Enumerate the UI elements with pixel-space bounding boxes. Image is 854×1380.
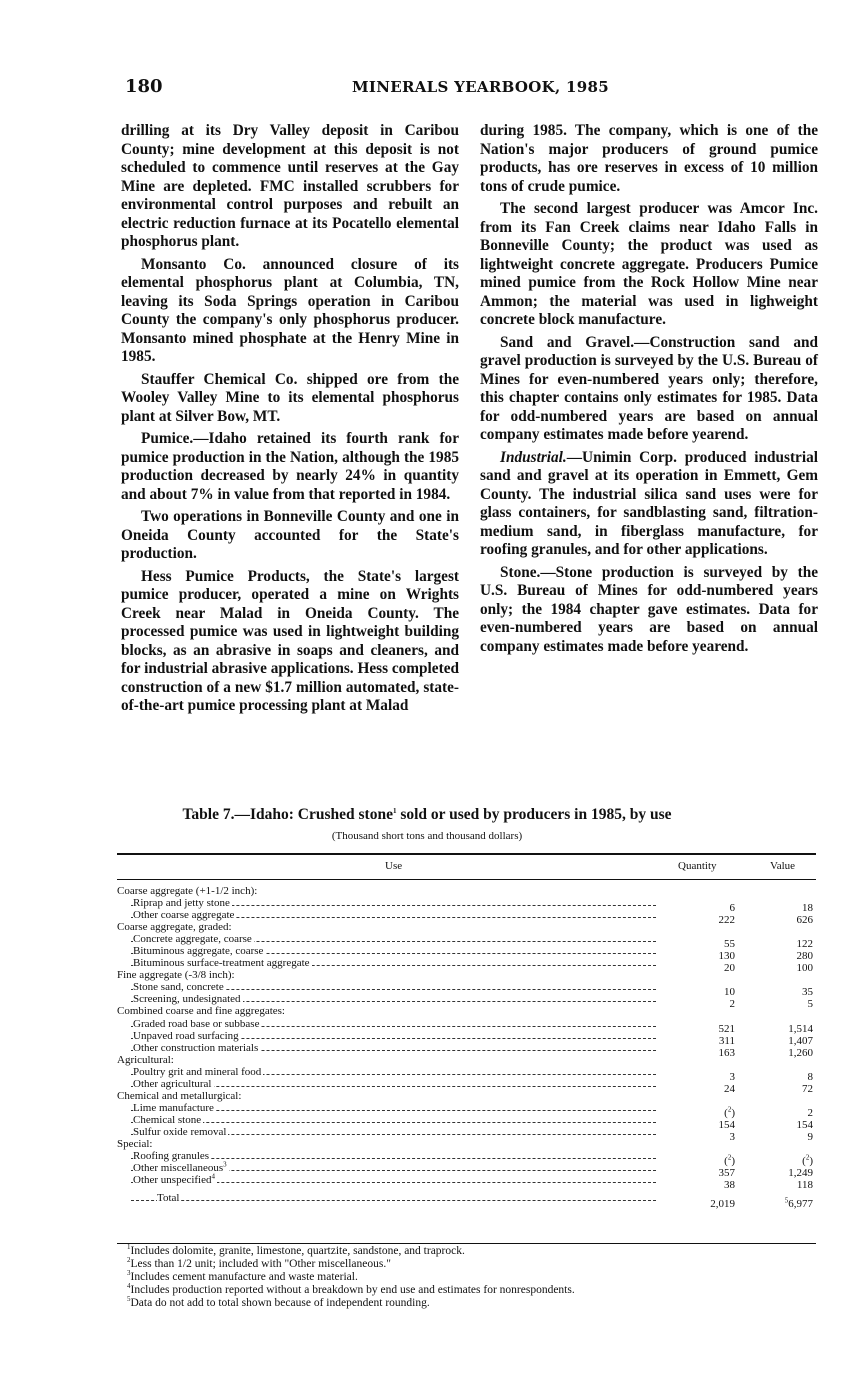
row-label: Concrete aggregate, coarse xyxy=(133,933,252,946)
value-cell: 5 xyxy=(807,998,813,1011)
paragraph-pumice: Pumice.—Idaho retained its fourth rank for pumice production in the Nation, although the 1985 production decreased by nearly 24% in quantity and about 7% in value from that reported in 1984. xyxy=(121,430,459,503)
table-row xyxy=(117,1005,816,1017)
running-head: MINERALS YEARBOOK, 1985 xyxy=(352,78,609,96)
quantity-cell: 311 xyxy=(718,1034,735,1047)
table-top-rule xyxy=(117,853,816,855)
row-label: Coarse aggregate (+1-1/2 inch): xyxy=(117,885,258,897)
quantity-cell: 3 xyxy=(729,1070,735,1083)
paragraph: Stauffer Chemical Co. shipped ore from the Wooley Valley Mine to its elemental phosphorus plant at Silver Bow, MT. xyxy=(121,370,459,425)
paragraph: Two operations in Bonneville County and one in Oneida County accounted for the State's production. xyxy=(121,508,459,562)
row-label: Unpaved road surfacing xyxy=(133,1029,239,1042)
quantity-cell: 2,019 xyxy=(710,1198,735,1211)
table-row xyxy=(117,921,816,933)
footnote: $^3$Includes cement manufacture and waste material. xyxy=(127,1269,358,1283)
quantity-cell: ($^2$) xyxy=(724,1153,735,1168)
table-row xyxy=(117,1113,816,1131)
quantity-cell: 521 xyxy=(718,1022,735,1035)
row-label: Agricultural: xyxy=(117,1053,174,1066)
value-cell: 280 xyxy=(796,950,813,963)
value-cell: 626 xyxy=(796,914,813,927)
row-label: Coarse aggregate, graded: xyxy=(117,921,232,934)
value-cell: 8 xyxy=(807,1070,813,1083)
table-subtitle: (Thousand short tons and thousand dollars) xyxy=(331,830,523,842)
row-label: Bituminous surface-treatment aggregate xyxy=(133,957,310,970)
value-cell: $^5$6,977 xyxy=(784,1196,813,1211)
row-label: Poultry grit and mineral food xyxy=(133,1065,262,1078)
value-cell: 118 xyxy=(796,1179,813,1192)
paragraph-stone: Stone.—Stone production is surveyed by the U.S. Bureau of Mines for odd-numbered years only; the 1984 chapter gave estimates. Data for even-numbered years are based on annual company estimates made before yearend. xyxy=(480,563,818,655)
table-row xyxy=(117,1017,816,1035)
row-label: Chemical stone xyxy=(133,1113,202,1126)
row-label: Sulfur oxide removal xyxy=(133,1125,227,1138)
footnotes xyxy=(127,1245,575,1310)
value-cell: 1,249 xyxy=(788,1167,813,1180)
paragraph: The second largest producer was Amcor Inc. from its Fan Creek claims near Idaho Falls in Bonneville County; the product was used as lightweight concrete aggregate. Producers Pumice mined pumice from the Rock Hollow Mine near Ammon; the material was used in lighweight concrete block manufacture. xyxy=(480,200,818,328)
row-label: Other miscellaneous$^3$ xyxy=(133,1160,227,1175)
footnote: $^2$Less than 1/2 unit; included with "Other miscellaneous." xyxy=(127,1256,391,1270)
row-label: Other construction materials xyxy=(133,1041,259,1054)
value-cell: ($^2$) xyxy=(802,1153,813,1168)
section-heading: Stone. xyxy=(500,563,541,581)
footnote: $^5$Data do not add to total shown because of independent rounding. xyxy=(127,1295,430,1309)
section-heading: Pumice. xyxy=(141,430,194,447)
value-cell: 35 xyxy=(802,986,813,999)
table-row xyxy=(117,993,816,1011)
value-cell: 18 xyxy=(802,902,813,915)
page-number: 180 xyxy=(125,76,163,97)
row-label: Graded road base or subbase xyxy=(133,1017,260,1030)
paragraph: Hess Pumice Products, the State's largest pumice producer, operated a mine on Wrights Creek near Malad in Oneida County. The processed pumice was used in lightweight building blocks, as an abrasive in soaps and cleaners, and for industrial abrasive applications. Hess completed construction of a new $1.7 million automated, state-of-the-art pumice processing plant at Malad xyxy=(121,567,459,714)
quantity-cell: 10 xyxy=(724,986,735,999)
row-label: Special: xyxy=(117,1137,153,1150)
row-label: Stone sand, concrete xyxy=(133,981,224,994)
quantity-cell: 24 xyxy=(724,1082,735,1095)
row-label: Other coarse aggregate xyxy=(133,909,235,922)
table-row xyxy=(117,933,816,951)
quantity-cell: 130 xyxy=(718,950,735,963)
table-bottom-rule xyxy=(117,1243,816,1244)
row-label: Fine aggregate (-3/8 inch): xyxy=(117,969,235,982)
row-label: Total xyxy=(157,1192,180,1205)
column-header-value: Value xyxy=(770,860,796,872)
table-row xyxy=(117,1101,816,1119)
row-label: Other agricultural xyxy=(133,1077,212,1090)
table-row xyxy=(117,1054,816,1066)
table-total-row xyxy=(117,1192,816,1211)
table-row xyxy=(117,1138,816,1150)
paragraph: Monsanto Co. announced closure of its elemental phosphorus plant at Columbia, TN, leaving its Soda Springs operation in Caribou County the company's only phosphorus producer. Monsanto mined phosphate at the Henry Mine in 1985. xyxy=(121,255,459,365)
table-row xyxy=(117,1029,816,1047)
leader-dots xyxy=(131,1122,656,1123)
row-label: Combined coarse and fine aggregates: xyxy=(117,1005,285,1018)
value-cell: 100 xyxy=(796,962,813,975)
table-title: Table 7.—Idaho: Crushed stone$^1$ sold or used by producers in 1985, by use xyxy=(182,806,672,823)
paragraph-industrial: Industrial.—Unimin Corp. produced industrial sand and gravel at its operation in Emmett, Gem County. The industrial silica sand uses were for glass containers, for sandblasting sand, filtration-medium sand, in fiberglass manufacture, for roofing granules, and for other applications. xyxy=(480,448,818,558)
row-label: Roofing granules xyxy=(133,1150,210,1163)
quantity-cell: 3 xyxy=(729,1130,735,1143)
footnote: $^1$Includes dolomite, granite, limestone, quartzite, sandstone, and traprock. xyxy=(127,1243,465,1257)
paragraph: during 1985. The company, which is one of the Nation's major producers of ground pumice products, has ore reserves in excess of 10 million tons of crude pumice. xyxy=(480,122,818,195)
table-row xyxy=(117,957,816,975)
leader-dots xyxy=(131,1200,656,1201)
quantity-cell: 2 xyxy=(729,998,735,1011)
row-label: Lime manufacture xyxy=(133,1101,214,1114)
quantity-cell: 6 xyxy=(729,902,735,915)
left-column xyxy=(121,122,459,720)
quantity-cell: ($^2$) xyxy=(724,1105,735,1119)
quantity-cell: 20 xyxy=(724,962,735,975)
quantity-cell: 38 xyxy=(724,1179,735,1192)
row-label: Chemical and metallurgical: xyxy=(117,1089,242,1102)
quantity-cell: 222 xyxy=(718,914,735,927)
row-label: Riprap and jetty stone xyxy=(133,897,230,910)
table-row xyxy=(117,1077,816,1095)
table-row xyxy=(117,897,816,915)
table-row xyxy=(117,981,816,999)
value-cell: 154 xyxy=(796,1118,813,1131)
right-column xyxy=(480,122,818,660)
section-heading: Sand and Gravel. xyxy=(500,333,635,351)
column-header-quantity: Quantity xyxy=(678,860,717,872)
footnote: $^4$Includes production reported without a breakdown by end use and estimates for nonrespondents. xyxy=(127,1282,575,1296)
value-cell: 2 xyxy=(807,1106,813,1119)
value-cell: 122 xyxy=(796,938,813,951)
row-label: Other unspecified$^4$ xyxy=(133,1172,215,1187)
value-cell: 1,260 xyxy=(788,1046,813,1059)
column-header-use: Use xyxy=(385,860,403,872)
table-row xyxy=(117,945,816,963)
header-rule xyxy=(117,879,816,880)
table-row xyxy=(117,885,816,897)
value-cell: 9 xyxy=(807,1130,813,1143)
row-label: Screening, undesignated xyxy=(133,993,241,1006)
value-cell: 1,407 xyxy=(788,1034,813,1047)
table-row xyxy=(117,909,816,927)
quantity-cell: 154 xyxy=(718,1118,735,1131)
quantity-cell: 357 xyxy=(718,1167,735,1180)
paragraph: drilling at its Dry Valley deposit in Caribou County; mine development at this deposit is not scheduled to commence until reserves at the Gay Mine are depleted. FMC installed scrubbers for environmental control purposes and rebuilt an electric reduction furnace at its Pocatello elemental phosphorus plant. xyxy=(121,122,459,250)
table-row xyxy=(117,1125,816,1143)
subsection-heading: Industrial. xyxy=(500,448,567,466)
table-body xyxy=(117,885,816,1211)
table-row xyxy=(117,1041,816,1059)
quantity-cell: 55 xyxy=(724,938,735,951)
value-cell: 72 xyxy=(802,1082,813,1095)
row-label: Bituminous aggregate, coarse xyxy=(133,945,264,958)
quantity-cell: 163 xyxy=(718,1046,735,1059)
paragraph-sand-gravel: Sand and Gravel.—Construction sand and gravel production is surveyed by the U.S. Bureau of Mines for even-numbered years only; therefore, this chapter contains only estimates for 1985. Data for odd-numbered years are based on annual company estimates made before yearend. xyxy=(480,333,818,443)
table-row xyxy=(117,1065,816,1083)
table-row xyxy=(117,1090,816,1102)
table-row xyxy=(117,969,816,981)
value-cell: 1,514 xyxy=(788,1022,813,1035)
